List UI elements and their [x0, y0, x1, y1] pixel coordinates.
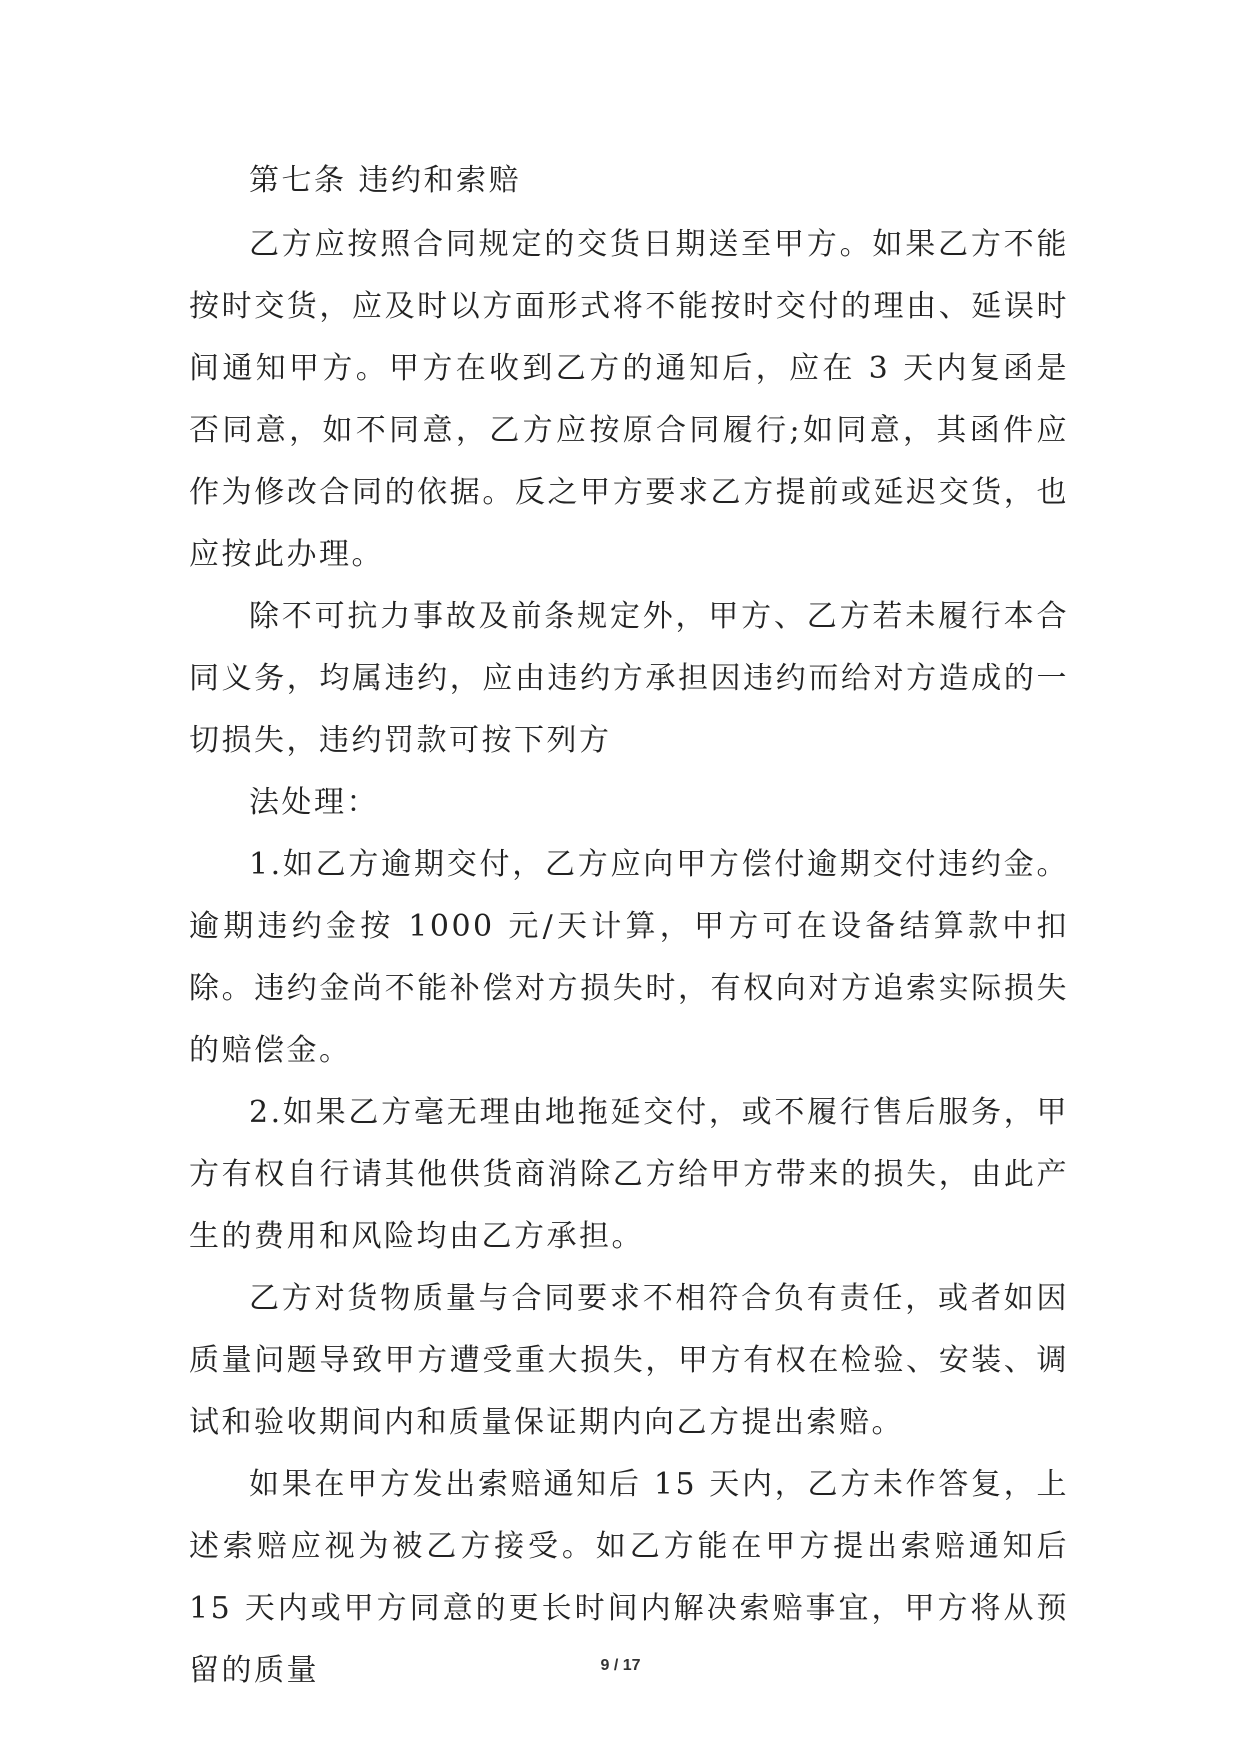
document-body: [189, 150, 1069, 1702]
paragraph: 2.如果乙方毫无理由地拖延交付，或不履行售后服务，甲方有权自行请其他供货商消除乙方给甲方带来的损失，由此产生的费用和风险均由乙方承担。: [189, 1095, 1069, 1254]
section-heading: 第七条 违约和索赔: [249, 163, 522, 198]
paragraph: 如果在甲方发出索赔通知后 15 天内，乙方未作答复，上述索赔应视为被乙方接受。如乙方能在甲方提出索赔通知后 15 天内或甲方同意的更长时间内解决索赔事宜，甲方将从预留的质量: [189, 1467, 1069, 1688]
page-number: 9 / 17: [600, 1657, 641, 1674]
paragraph: 乙方应按照合同规定的交货日期送至甲方。如果乙方不能按时交货，应及时以方面形式将不能按时交付的理由、延误时间通知甲方。甲方在收到乙方的通知后，应在 3 天内复函是否同意，如不同意，乙方应按原合同履行;如同意，其函件应作为修改合同的依据。反之甲方要求乙方提前或延迟交货，也应按此办理。: [189, 227, 1069, 572]
paragraph: 法处理：: [249, 785, 379, 820]
paragraph: 除不可抗力事故及前条规定外，甲方、乙方若未履行本合同义务，均属违约，应由违约方承担因违约而给对方造成的一切损失，违约罚款可按下列方: [189, 599, 1069, 758]
paragraph: 1.如乙方逾期交付，乙方应向甲方偿付逾期交付违约金。逾期违约金按 1000 元/天计算，甲方可在设备结算款中扣除。违约金尚不能补偿对方损失时，有权向对方追索实际损失的赔偿金。: [189, 847, 1069, 1068]
paragraph: 乙方对货物质量与合同要求不相符合负有责任，或者如因质量问题导致甲方遭受重大损失，甲方有权在检验、安装、调试和验收期间内和质量保证期内向乙方提出索赔。: [189, 1281, 1069, 1440]
